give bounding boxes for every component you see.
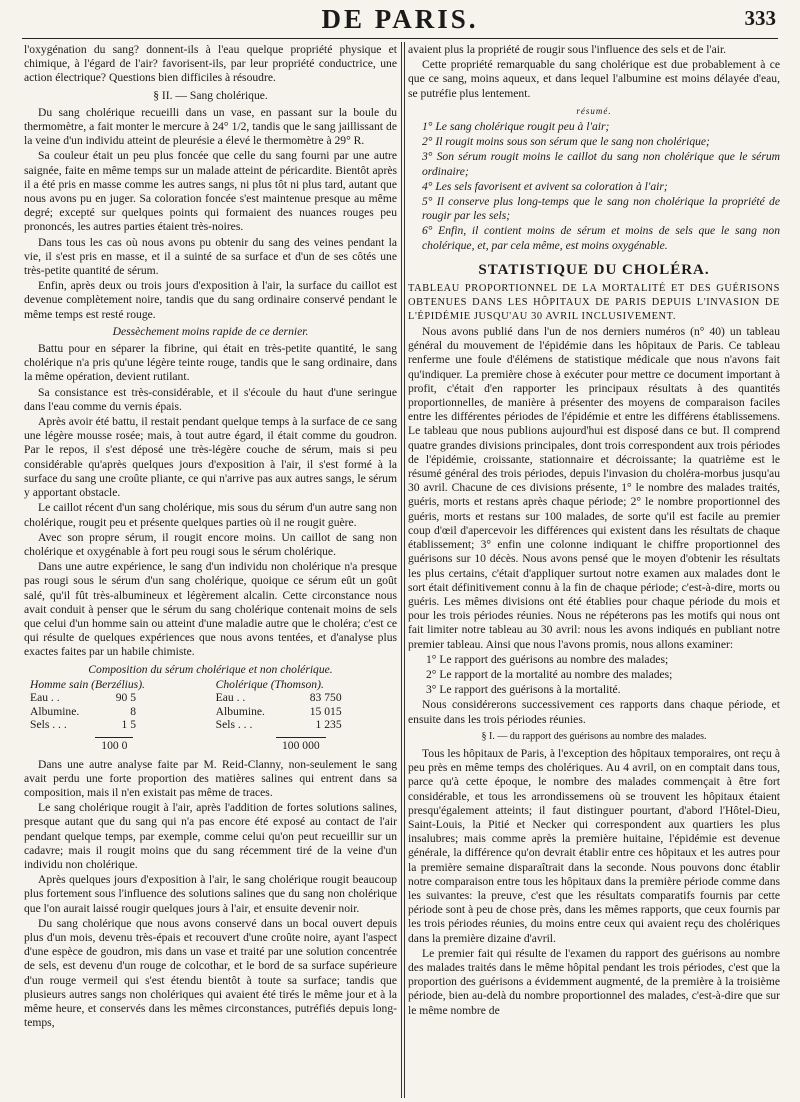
resume-item: 2° Il rougit moins sous son sérum que le sang non cholérique;: [422, 135, 710, 149]
composition-row: Albumine. 15 015: [215, 704, 342, 718]
paragraph: Le sang cholérique rougit à l'air, après l'addition de fortes solutions salines, presque autant que du sang qui n'a pas encore été exposé au contact de l'air pendant quelque temps, par exemple, comme celui qu'on peut recueillir sur un cadavre; mais il rougit moins que du sang récemment tiré de la veine d'un individu non cholérique.: [24, 801, 397, 871]
resume-item: 4° Les sels favorisent et avivent sa coloration à l'air;: [422, 179, 668, 193]
composition-head: Cholérique (Thomson).: [215, 677, 324, 691]
left-column: [24, 43, 397, 1031]
composition-table-title: Composition du sérum cholérique et non cholérique.: [88, 662, 333, 676]
section-heading: § I. — du rapport des guérisons au nombre des malades.: [481, 730, 707, 742]
paragraph: Cette propriété remarquable du sang cholérique est due probablement à ce que ce sang, moins aqueux, et dans lequel l'albumine est moins délayée d'eau, se putréfie plus lentement.: [408, 58, 780, 100]
paragraph: avaient plus la propriété de rougir sous l'influence des sels et de l'air.: [408, 43, 727, 56]
article-title: STATISTIQUE DU CHOLÉRA.: [478, 261, 710, 278]
table-title: TABLEAU PROPORTIONNEL DE LA MORTALITÉ ET DES GUÉRISONS OBTENUES DANS LES HÔPITAUX DE PARIS DEPUIS L'INVASION DE L'ÉPIDÉMIE JUSQU'AU 30 AVRIL INCLUSIVEMENT.: [408, 283, 780, 323]
composition-totals: [24, 737, 397, 753]
composition-row: Eau . . 90 5: [30, 691, 136, 705]
paragraph: Dans tous les cas où nous avons pu obtenir du sang des veines pendant la vie, il s'est pris en masse, et il a suinté de sa surface et d'un de ses côtés une très-petite quantité de sérum.: [24, 235, 397, 278]
list-item: 1° Le rapport des guérisons au nombre des malades;: [426, 652, 669, 666]
paragraph: Du sang cholérique que nous avons conservé dans un bocal ouvert depuis plus d'un mois, devenu très-épais et recouvert d'une croûte noire, ayant l'aspect d'une espèce de goudron, mis dans un vase et traité par une solution concentrée de sels, est devenu d'un rouge de colcothar, et le bord de sa surface supérieure d'un rouge vermeil qui s'est étendu bientôt à toute sa surface; tandis que plusieurs autres sangs non cholériques qui avaient été tirés le même jour et à la même heure, et conservés dans les mêmes circonstances, putréfiés depuis long-temps,: [24, 916, 397, 1030]
resume-item: 5° Il conserve plus long-temps que le sang non cholérique la propriété de rougir par les sels;: [422, 195, 780, 223]
composition-row: Albumine. 8: [30, 704, 136, 718]
subsection-heading: Dessèchement moins rapide de ce dernier.: [112, 324, 309, 338]
paragraph: Sa couleur était un peu plus foncée que celle du sang fourni par une autre saignée, faite en même temps sur un malade atteint de péricardite. Bientôt après il a été pris en masse comme les autres sangs, ni plus tôt ni plus tard, autant que nous avons pu en juger. Sa coloration foncée s'est maintenue presque au même degré; excepté sur quelques points qui formaient des nuances rouges peu prononcés, les autres parties étaient très-noires.: [24, 149, 397, 234]
paragraph: Nous avons publié dans l'un de nos derniers numéros (n° 40) un tableau général du mouvement de l'épidémie dans les hôpitaux de Paris. Ce tableau renferme une foule d'élémens de statistique médicale que nous n'avons fait qu'indiquer. La première chose à exécuter pour mettre ce document important à profit, c'était d'en rapporter les principaux résultats à des quantités proportionnelles, de manière à présenter des moyens de comparaison faciles entre les différentes périodes de l'épidémie et entre les différens établissemens. Le tableau que nous publions aujourd'hui est disposé dans ce but. Il comprend quatre grandes divisions principales, dont trois correspondent aux trois périodes de l'épidémie, croissante, stationnaire et décroissante; la quatrième est le résumé général des trois périodes, depuis l'invasion du choléra-morbus jusqu'au 30 avril. Chacune de ces divisions présente, 1° le nombre des malades traités, guéris, morts et restans après chaque période; 2° le nombre proportionnel des guéris, morts et restans sur 100 malades, de sorte qu'il est facile au premier coup d'œil d'apercevoir les différences qui existent dans les résultats de chaque établissement; 3° enfin une colonne indiquant le chiffre proportionnel des guérisons sur 10 décès. Nous avons pensé que le moyen d'obtenir les résultats les plus certains, c'était d'appliquer surtout notre examen aux malades dont le sort était définitivement connu à la fin de chaque période; c'est-à-dire, morts ou guéris. Les mêmes divisions ont été établies pour chaque période du mois et pour les trois périodes réunies. Nous ne répéterons pas les motifs qui nous ont fait limiter notre tableau au 30 avril: nous les avons indiqués en publiant notre premier tableau. Ainsi que nous l'avons promis, nous allons examiner:: [408, 325, 780, 651]
resume-item: 6° Enfin, il contient moins de sérum et moins de sels que le sang non cholérique, et, par cela même, est moins oxygénable.: [422, 224, 780, 252]
list-item: 2° Le rapport de la mortalité au nombre des malades;: [426, 667, 673, 681]
composition-row: Eau . . 83 750: [215, 691, 342, 705]
paragraph: Dans une autre analyse faite par M. Reid-Clanny, non-seulement le sang avait perdu une forte proportion des matières salines qui entrent dans sa composition, mais il n'en existait pas même de traces.: [24, 757, 397, 799]
paragraph: Battu pour en séparer la fibrine, qui était en très-petite quantité, le sang cholérique n'a pris qu'une légère teinte rouge, tandis que le sang ordinaire, dans la même opération, devient rutilant.: [24, 342, 397, 384]
total-cholera: 100 000: [276, 737, 326, 753]
list-item: 3° Le rapport des guérisons à la mortalité.: [426, 683, 621, 697]
paragraph: Le premier fait qui résulte de l'examen du rapport des guérisons au nombre des malades traités dans le même hôpital pendant les trois périodes, c'est que la proportion des guérisons a évidemment augmenté, de la première à la troisième période, bien au-delà du nombre proportionnel des malades, c'est-à-dire que sur le même nombre de: [408, 946, 780, 1017]
section-heading: § II. — Sang cholérique.: [153, 88, 268, 102]
paragraph: Le caillot récent d'un sang cholérique, mis sous du sérum d'un autre sang non cholérique, rougit peu et présente quelques parties où il ne rougit guère.: [24, 501, 397, 529]
paragraph: Avec son propre sérum, il rougit encore moins. Un caillot de sang non cholérique et oxygénable à fort peu rougi sous le sérum cholérique.: [24, 530, 397, 558]
paragraph: l'oxygénation du sang? donnent-ils à l'eau quelque propriété physique et chimique, à l'égard de l'air? favorisent-ils, par leur propriété conductrice, une action électrique? Questions bien difficiles à résoudre.: [24, 43, 397, 85]
composition-row: Sels . . . 1 5: [30, 717, 136, 731]
paragraph: Sa consistance est très-considérable, et il s'écoule du haut d'une seringue dans l'eau comme du vernis épais.: [24, 385, 397, 413]
paragraph: Nous considérerons successivement ces rapports dans chaque période, et ensuite dans les trois périodes réunies.: [408, 698, 780, 726]
running-title: DE PARIS.: [321, 4, 479, 34]
page-header: [22, 2, 778, 39]
composition-column-cholera: [216, 678, 387, 732]
paragraph: Enfin, après deux ou trois jours d'exposition à l'air, la surface du caillot est devenue complètement noire, tandis que du sang ordinaire conservé pendant le même temps est resté rouge.: [24, 279, 397, 321]
composition-row: Sels . . . 1 235: [215, 717, 342, 731]
composition-column-healthy: [30, 678, 201, 732]
composition-head: Homme sain (Berzélius).: [30, 677, 145, 691]
column-divider: [401, 42, 402, 1098]
paragraph: Après avoir été battu, il restait pendant quelque temps à la surface de ce sang une légère mousse rosée; mais, à tout autre égard, il était comme du goudron. Par le repos, il s'est déposé une très-légère couche de sérum, mais si peu considérable qu'après quelques jours d'exposition à l'air, il s'est formé à la surface du sang une croûte pliante, ce qui n'arrive pas aux autres sangs, le sérum y apportant obstacle.: [24, 415, 397, 500]
column-divider: [404, 42, 405, 1098]
paragraph: Tous les hôpitaux de Paris, à l'exception des hôpitaux temporaires, ont reçu à peu près en même temps des cholériques. Au 4 avril, on en comptait dans tous, parce qu'à cette époque, le nombre des malades commençait à être fort considérable, et tous les arrondissemens où se trouvent les hôpitaux étaient presqu'également atteints; il faut distinguer pourtant, d'abord l'Hôtel-Dieu, Saint-Louis, la Pitié et Necker qui correspondent aux quartiers les plus insalubres; mais comme après la première huitaine, l'épidémie est devenue générale, la différence qu'on devrait établir entre ces hôpitaux et les autres pour la première semaine disparaîtrait dans la seconde. Nous pouvons donc établir notre comparaison entre tous les hôpitaux dans la première période comme dans les suivantes: la preuve, c'est que les résultats comparatifs fournis par cette période sont à peu de chose près, dans les mêmes rapports, que ceux fournis par les trois périodes réunies, du moins entre ceux qui avaient reçu des cholériques dans la première dizaine d'avril.: [408, 746, 780, 945]
paragraph: Dans une autre expérience, le sang d'un individu non cholérique n'a presque pas rougi sous le sérum d'un sang cholérique, quoique ce sérum eût un goût salé, qu'il fût très-albumineux et légèrement alcalin. Cette circonstance nous avait conduit à penser que le sérum du sang cholérique contenait moins de sels que celui d'un homme sain ou atteint d'une maladie autre que le choléra; c'est ce qui résulte de quelques expériences que nous avons tentées, et d'analyse plus exactes faites par un habile chimiste.: [24, 560, 397, 659]
resume-item: 3° Son sérum rougit moins le caillot du sang non cholérique que le sérum ordinaire;: [422, 150, 780, 178]
composition-table: [24, 678, 397, 732]
page-number: 333: [744, 6, 776, 30]
right-column: [408, 43, 780, 1019]
total-healthy: 100 0: [95, 737, 133, 753]
paragraph: Après quelques jours d'exposition à l'air, le sang cholérique rougit beaucoup plus fortement sous l'influence des solutions salines que du sang non cholérique que l'on aurait laissé rougir quelques jours à l'air, et ensuite devenir noir.: [24, 873, 397, 915]
paragraph: Du sang cholérique recueilli dans un vase, en passant sur la boule du thermomètre, a fait monter le mercure à 24° 1/2, tandis que le sang jaillissant de la veine d'un individu atteint de pleurésie a élevé le thermomètre à 29° R.: [24, 105, 397, 148]
resume-item: 1° Le sang cholérique rougit peu à l'air;: [422, 120, 610, 134]
resume-heading: résumé.: [576, 105, 612, 116]
